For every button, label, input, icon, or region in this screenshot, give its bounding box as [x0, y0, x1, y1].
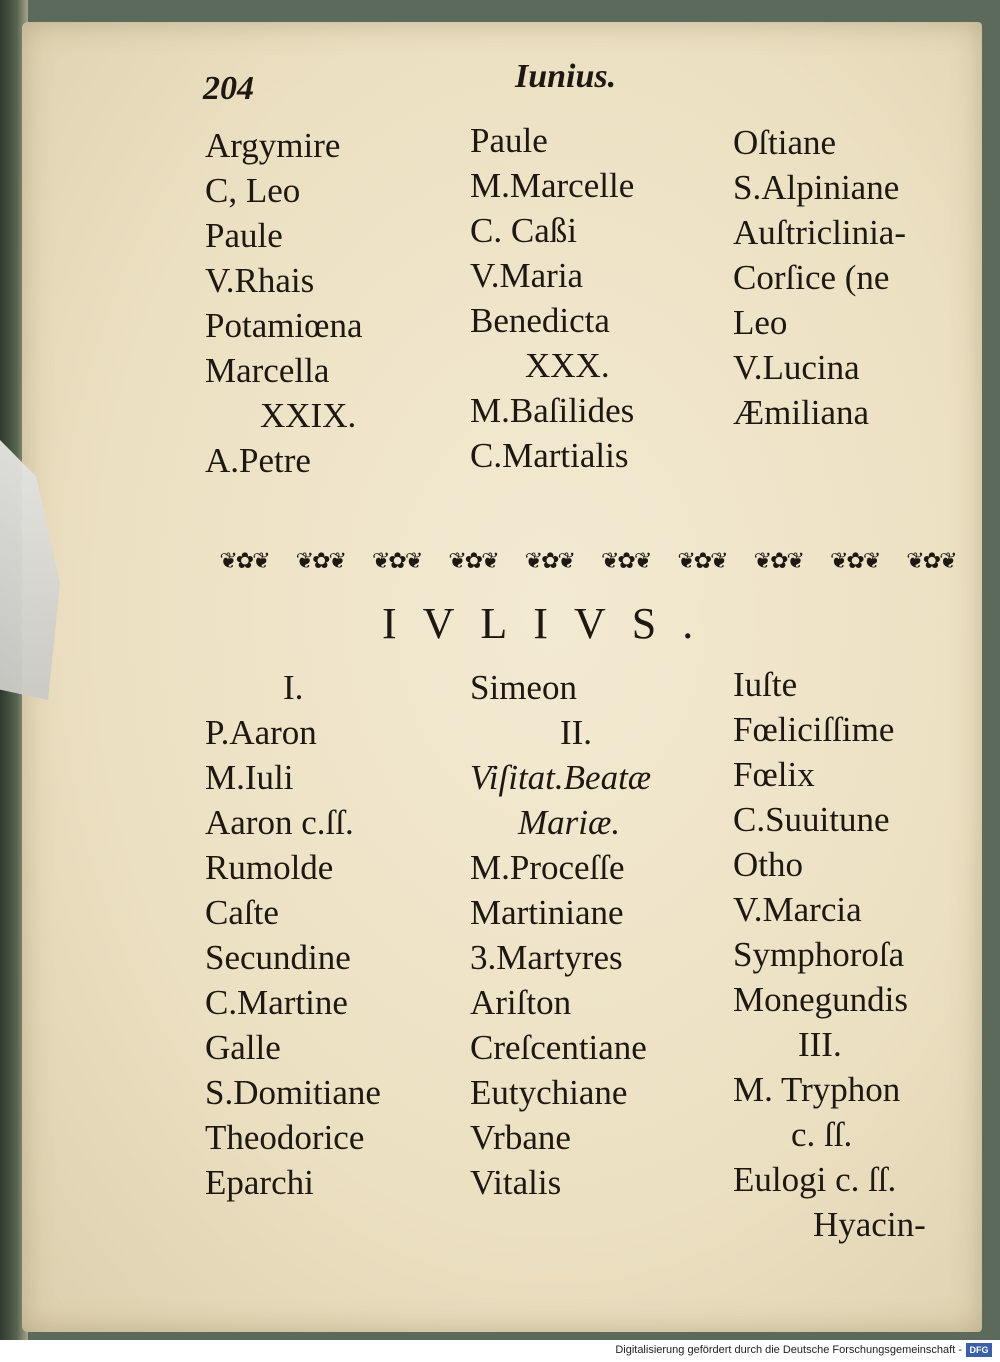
dfg-logo-icon: DFG [966, 1343, 992, 1357]
ornament-icon: ❦✿❦ [600, 548, 651, 574]
ornament-icon: ❦✿❦ [753, 548, 803, 574]
entry: V.Rhais [205, 261, 315, 300]
entry: V.Maria [470, 256, 584, 295]
entry: Fœliciſſime [733, 710, 895, 749]
running-title: Iunius. [515, 58, 617, 95]
entry: Benedicta [470, 301, 610, 340]
entry: Monegundis [733, 980, 908, 1019]
entry: Otho [733, 845, 803, 884]
entry: A.Petre [205, 441, 311, 480]
entry: Argymire [205, 126, 341, 165]
ornament-icon: ❦✿❦ [219, 548, 269, 574]
day-numeral: XXIX. [260, 396, 357, 435]
ornamental-divider [210, 543, 965, 579]
entry: M.Marcelle [470, 166, 635, 205]
entry: Eulogi c. ſſ. [733, 1160, 897, 1199]
entry: Iuſte [733, 665, 798, 704]
day-numeral: XXX. [525, 346, 610, 385]
entry: C. Caßi [470, 211, 577, 250]
entry: Vitalis [470, 1163, 562, 1202]
day-numeral: II. [560, 713, 593, 752]
entry: S.Domitiane [205, 1073, 381, 1112]
entry: C.Suuitune [733, 800, 890, 839]
entry: Leo [733, 303, 788, 342]
ornament-icon: ❦✿❦ [448, 548, 498, 574]
entry: Corſice (ne [733, 258, 890, 297]
entry: Paule [470, 121, 548, 160]
entry: Galle [205, 1028, 281, 1067]
entry: V.Marcia [733, 890, 862, 929]
day-numeral: III. [798, 1025, 842, 1064]
entry: M.Iuli [205, 758, 294, 797]
month-heading: IVLIVS. [382, 599, 720, 648]
entry: Paule [205, 216, 283, 255]
entry: Hyacin- [813, 1205, 926, 1244]
ornament-icon: ❦✿❦ [906, 548, 956, 574]
entry: Eparchi [205, 1163, 314, 1202]
entry: Eutychiane [470, 1073, 628, 1112]
entry: Vrbane [470, 1118, 571, 1157]
entry: Creſcentiane [470, 1028, 647, 1067]
entry: Æmiliana [733, 393, 870, 432]
entry: Potamiœna [205, 306, 363, 345]
entry: Auſtriclinia- [733, 213, 907, 252]
entry: 3.Martyres [470, 938, 623, 977]
ornament-icon: ❦✿❦ [372, 548, 422, 574]
feast-title: Viſitat.Beatæ [470, 758, 652, 797]
entry: C.Martine [205, 983, 348, 1022]
ornament-icon: ❦✿❦ [524, 548, 574, 574]
entry: P.Aaron [205, 713, 317, 752]
entry: Martiniane [470, 893, 624, 932]
ornament-icon: ❦✿❦ [829, 548, 880, 574]
entry: V.Lucina [733, 348, 860, 387]
day-numeral: I. [283, 668, 304, 707]
ornament-icon: ❦✿❦ [295, 548, 345, 574]
entry: Theodorice [205, 1118, 365, 1157]
entry: Fœlix [733, 755, 815, 794]
page-number: 204 [203, 70, 254, 107]
june-column-1 [205, 123, 445, 483]
entry: Oſtiane [733, 123, 837, 162]
entry: Marcella [205, 351, 330, 390]
entry: Rumolde [205, 848, 334, 887]
entry: c. ſſ. [791, 1115, 853, 1154]
footer-credit: Digitalisierung gefördert durch die Deutsche Forschungsgemeinschaft - [615, 1344, 962, 1356]
entry: M.Baſilides [470, 391, 635, 430]
entry: Simeon [470, 668, 577, 707]
entry: Ariſton [470, 983, 572, 1022]
entry: M. Tryphon [733, 1070, 901, 1109]
july-column-2 [470, 665, 725, 1205]
june-column-2 [470, 118, 720, 478]
entry: M.Proceſſe [470, 848, 625, 887]
feast-title: Mariæ. [518, 803, 621, 842]
july-column-3 [733, 662, 978, 1247]
entry: S.Alpiniane [733, 168, 900, 207]
entry: Aaron c.ſſ. [205, 803, 354, 842]
ornament-icon: ❦✿❦ [677, 548, 727, 574]
july-column-1 [205, 665, 455, 1205]
entry: C, Leo [205, 171, 301, 210]
digitization-footer [0, 1340, 1000, 1362]
entry: Caſte [205, 893, 279, 932]
entry: Symphoroſa [733, 935, 905, 974]
entry: C.Martialis [470, 436, 629, 475]
june-column-3 [733, 120, 973, 435]
entry: Secundine [205, 938, 351, 977]
